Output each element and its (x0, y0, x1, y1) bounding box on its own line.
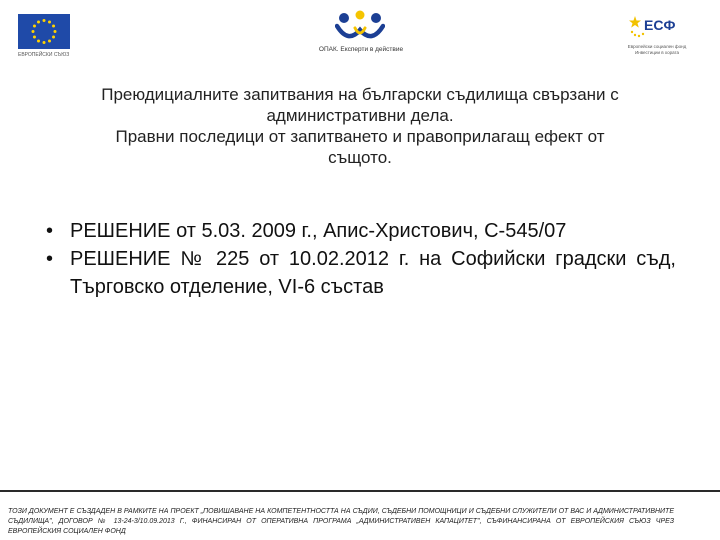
eu-star-icon (37, 40, 40, 43)
title-line: същото. (328, 148, 392, 167)
eu-star-icon (33, 25, 36, 28)
bullet-item (46, 245, 676, 301)
eu-star-icon (54, 30, 57, 33)
esf-caption: Европейски социален фонд Инвестиции в хората (627, 44, 687, 55)
bullet-text: РЕШЕНИЕ № 225 от 10.02.2012 г. на Софийски градски съд, Търговско отделение, VI-6 състав (70, 248, 676, 298)
footer-divider (0, 490, 720, 492)
slide-title (40, 84, 680, 168)
eu-star-icon (43, 41, 46, 44)
bullet-text: РЕШЕНИЕ от 5.03. 2009 г., Апис-Христович, С-545/07 (70, 220, 567, 242)
title-line: Преюдициалните запитвания на български съдилища свързани с (101, 85, 619, 104)
eu-star-icon (48, 40, 51, 43)
eu-star-icon (32, 30, 35, 33)
title-line: административни дела. (266, 106, 454, 125)
eu-star-icon (37, 20, 40, 23)
esf-label: ЕСФ (644, 17, 676, 33)
bullet-item (46, 217, 676, 245)
eu-star-icon (52, 25, 55, 28)
eu-star-icon (33, 36, 36, 39)
header-logos (0, 0, 720, 70)
bullet-marker: • (46, 220, 54, 242)
footer-disclaimer: ТОЗИ ДОКУМЕНТ Е СЪЗДАДЕН В РАМКИТЕ НА ПРОЕКТ „ПОВИШАВАНЕ НА КОМПЕТЕНТНОСТТА НА СЪДИИ, СЪДЕБНИ ПОМОЩНИЦИ И СЪДЕБНИ СЛУЖИТЕЛИ ОТ ВАС И АДМИНИСТРАТИВНИТЕ СЪДИЛИЩА", ДОГОВОР № 13-24-3/10.09.2013 Г., ФИНАНСИРАН ОТ ОПЕРАТИВНА ПРОГРАМА „АДМИНИСТРАТИВЕН КАПАЦИТЕТ", СЪФИНАНСИРАНА ОТ ЕВРОПЕЙСКИЯ СЪЮЗ ЧРЕЗ ЕВРОПЕЙСКИЯ СОЦИАЛЕН ФОНД (8, 508, 674, 535)
eu-star-icon (43, 19, 46, 22)
title-line: Правни последици от запитването и правоприлагащ ефект от (115, 127, 605, 146)
opak-logo-icon (335, 10, 385, 44)
opak-caption: ОПАК. Експерти в действие (318, 46, 404, 53)
eu-flag-icon (18, 14, 70, 49)
esf-logo-icon (626, 14, 684, 42)
eu-caption: ЕВРОПЕЙСКИ СЪЮЗ (18, 52, 70, 58)
eu-star-icon (48, 20, 51, 23)
bullet-marker: • (46, 248, 54, 270)
bullet-list (46, 217, 676, 301)
eu-star-icon (52, 36, 55, 39)
